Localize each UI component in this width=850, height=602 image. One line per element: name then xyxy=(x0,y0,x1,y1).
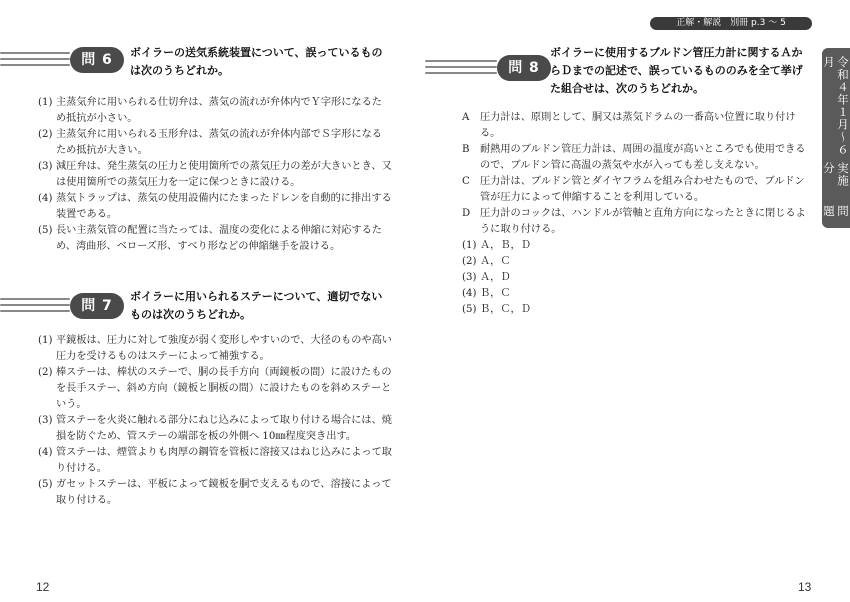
option-item-number: (4) xyxy=(38,193,53,204)
question-6-options xyxy=(38,95,392,255)
option-item xyxy=(38,159,392,191)
option-item-text: 管ステーは、煙管よりも肉厚の鋼管を管板に溶接又はねじ込みによって取り付ける。 xyxy=(56,447,392,474)
option-item-text: 長い主蒸気管の配置に当たっては、温度の変化による伸縮に対応するため、湾曲形、ベローズ形、すべり形などの伸縮継手を設ける。 xyxy=(56,225,382,252)
option-item-text: 主蒸気弁に用いられる玉形弁は、蒸気の流れが弁体内部でＳ字形になるため抵抗が大きい。 xyxy=(56,129,382,156)
option-item xyxy=(38,127,392,159)
option-item xyxy=(462,254,662,270)
page-number-right: 13 xyxy=(798,580,812,594)
question-7-badge: 問 7 xyxy=(70,293,124,319)
question-7-header xyxy=(0,288,400,324)
option-item-text: 主蒸気弁に用いられる仕切弁は、蒸気の流れが弁体内でＹ字形になるため抵抗が小さい。 xyxy=(56,97,382,124)
side-tab-session: 実施分 xyxy=(822,161,850,187)
option-item xyxy=(38,477,392,509)
question-6-badge: 問 6 xyxy=(70,47,124,73)
option-item xyxy=(38,191,392,223)
option-item xyxy=(462,302,662,318)
header-decoration-lines xyxy=(0,298,70,320)
option-item-text: ガセットステーは、平板によって鏡板を胴で支えるもので、溶接によって取り付ける。 xyxy=(56,479,392,506)
option-item-text: 平鏡板は、圧力に対して強度が弱く変形しやすいので、大径のものや高い圧力を受けるものはステーによって補強する。 xyxy=(56,335,392,362)
option-item-number: (2) xyxy=(38,129,53,140)
option-item xyxy=(462,270,662,286)
statement-item-number: D xyxy=(462,208,471,219)
option-item-text: Ｂ，Ｃ，Ｄ xyxy=(480,304,531,315)
option-item-text: Ａ，Ｂ，Ｄ xyxy=(480,240,531,251)
statement-item xyxy=(462,174,814,206)
statement-item-text: 圧力計は、原則として、胴又は蒸気ドラムの一番高い位置に取り付ける。 xyxy=(480,112,796,139)
header-decoration-lines xyxy=(0,52,70,74)
answer-reference-bar: 正解・解説 別冊 p.3 ～ 5 xyxy=(650,17,812,30)
question-8-badge: 問 8 xyxy=(497,55,551,81)
option-item-text: Ｂ，Ｃ xyxy=(480,288,511,299)
option-item-number: (4) xyxy=(462,288,477,299)
option-item-number: (2) xyxy=(38,367,53,378)
option-item xyxy=(38,333,392,365)
question-8-header xyxy=(425,46,815,95)
chapter-side-tab xyxy=(822,48,850,228)
question-8-text: ボイラーに使用するブルドン管圧力計に関するＡからＤまでの記述で、誤っているもののみを全て挙げた組合せは、次のうちどれか。 xyxy=(550,46,803,95)
option-item-number: (3) xyxy=(38,161,53,172)
option-item-number: (2) xyxy=(462,256,477,267)
option-item-number: (3) xyxy=(38,415,53,426)
statement-item xyxy=(462,206,814,238)
statement-item-number: B xyxy=(462,144,470,155)
statement-item xyxy=(462,110,814,142)
option-item xyxy=(38,223,392,255)
question-8-options xyxy=(462,238,662,318)
option-item-text: 蒸気トラップは、蒸気の使用設備内にたまったドレンを自動的に排出する装置である。 xyxy=(56,193,392,220)
side-tab-date: 令和４年１月～６月 xyxy=(822,56,850,156)
option-item xyxy=(38,365,392,413)
question-7-text: ボイラーに用いられるステーについて、適切でないものは次のうちどれか。 xyxy=(130,290,383,321)
statement-item xyxy=(462,142,814,174)
page-number-left: 12 xyxy=(36,580,50,594)
option-item-text: 減圧弁は、発生蒸気の圧力と使用箇所での蒸気圧力の差が大きいとき、又は使用箇所での蒸気圧力を一定に保つときに設ける。 xyxy=(56,161,392,188)
option-item xyxy=(38,445,392,477)
option-item-number: (5) xyxy=(38,479,53,490)
option-item-text: 管ステーを火炎に触れる部分にねじ込みによって取り付ける場合には、焼損を防ぐため、管ステーの端部を板の外側へ 10㎜程度突き出す。 xyxy=(56,415,392,442)
statement-item-text: 耐熱用のブルドン管圧力計は、周囲の温度が高いところでも使用できるので、ブルドン管に高温の蒸気や水が入っても差し支えない。 xyxy=(480,144,806,171)
option-item xyxy=(38,413,392,445)
statement-item-text: 圧力計は、ブルドン管とダイヤフラムを組み合わせたもので、ブルドン管が圧力によって伸縮することを利用している。 xyxy=(480,176,805,203)
statement-item-number: C xyxy=(462,176,470,187)
option-item-number: (5) xyxy=(38,225,53,236)
option-item xyxy=(462,238,662,254)
option-item xyxy=(38,95,392,127)
option-item xyxy=(462,286,662,302)
option-item-number: (3) xyxy=(462,272,477,283)
question-6-header xyxy=(0,42,400,78)
side-tab-section: 問題 xyxy=(822,204,850,217)
option-item-text: Ａ，Ｃ xyxy=(480,256,511,267)
header-decoration-lines xyxy=(425,60,497,82)
option-item-number: (1) xyxy=(462,240,477,251)
statement-item-text: 圧力計のコックは、ハンドルが管軸と直角方向になったときに閉じるように取り付ける。 xyxy=(480,208,806,235)
question-7-options xyxy=(38,333,392,509)
option-item-number: (1) xyxy=(38,335,53,346)
option-item-text: Ａ，Ｄ xyxy=(480,272,511,283)
question-6-text: ボイラーの送気系統装置について、誤っているものは次のうちどれか。 xyxy=(130,46,383,77)
option-item-text: 棒ステーは、棒状のステーで、胴の長手方向（両鏡板の間）に設けたものを長手ステー、斜め方向（鏡板と胴板の間）に設けたものを斜めステーという。 xyxy=(56,367,392,410)
option-item-number: (1) xyxy=(38,97,53,108)
question-8-statements xyxy=(462,110,814,238)
option-item-number: (5) xyxy=(462,304,477,315)
option-item-number: (4) xyxy=(38,447,53,458)
statement-item-number: A xyxy=(462,112,470,123)
